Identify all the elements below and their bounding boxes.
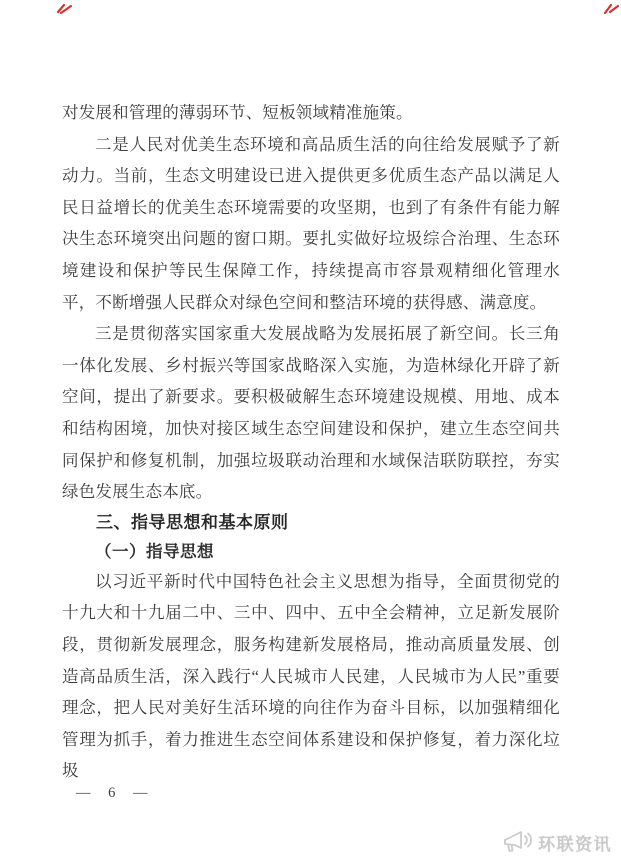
body-paragraph-3: 三是贯彻落实国家重大发展战略为发展拓展了新空间。长三角一体化发展、乡村振兴等国家战略深入实施，为造林绿化开辟了新空间，提出了新要求。要积极破解生态环境建设规模、用地、成本和结构困境，加快对接区域生态空间建设和保护，建立生态空间共同保护和修复机制，加强垃圾联动治理和水域保洁联防联控，夯实绿色发展生态本底。 (62, 324, 560, 502)
page-number: — 6 — (76, 785, 155, 801)
megaphone-icon (501, 827, 533, 857)
document-body (62, 97, 560, 787)
red-mark-top-left-icon (56, 3, 74, 15)
watermark-label: 环联资讯 (538, 834, 612, 854)
paragraph-continuation: 对发展和管理的薄弱环节、短板领域精准施策。 (62, 103, 413, 122)
section-heading: 三、指导思想和基本原则 (96, 512, 289, 532)
red-mark-top-right-icon (602, 3, 620, 15)
subsection-heading: （一）指导思想 (95, 541, 214, 561)
body-paragraph-4: 以习近平新时代中国特色社会主义思想为指导，全面贯彻党的十九大和十九届二中、三中、四中、五中全会精神，立足新发展阶段，贯彻新发展理念，服务构建新发展格局，推动高质量发展、创造高品质生活，深入践行“人民城市人民建，人民城市为人民”重要理念，把人民对美好生活环境的向往作为奋斗目标，以加强精细化管理为抓手，着力推进生态空间体系建设和保护修复，着力深化垃圾 (62, 571, 560, 781)
watermark (501, 827, 612, 857)
body-paragraph-2: 二是人民对优美生态环境和高品质生活的向往给发展赋予了新动力。当前，生态文明建设已进入提供更多优质生态产品以满足人民日益增长的优美生态环境需要的攻坚期，也到了有条件有能力解决生态环境突出问题的窗口期。要扎实做好垃圾综合治理、生态环境建设和保护等民生保障工作，持续提高市容景观精细化管理水平，不断增强人民群众对绿色空间和整洁环境的获得感、满意度。 (62, 134, 560, 312)
